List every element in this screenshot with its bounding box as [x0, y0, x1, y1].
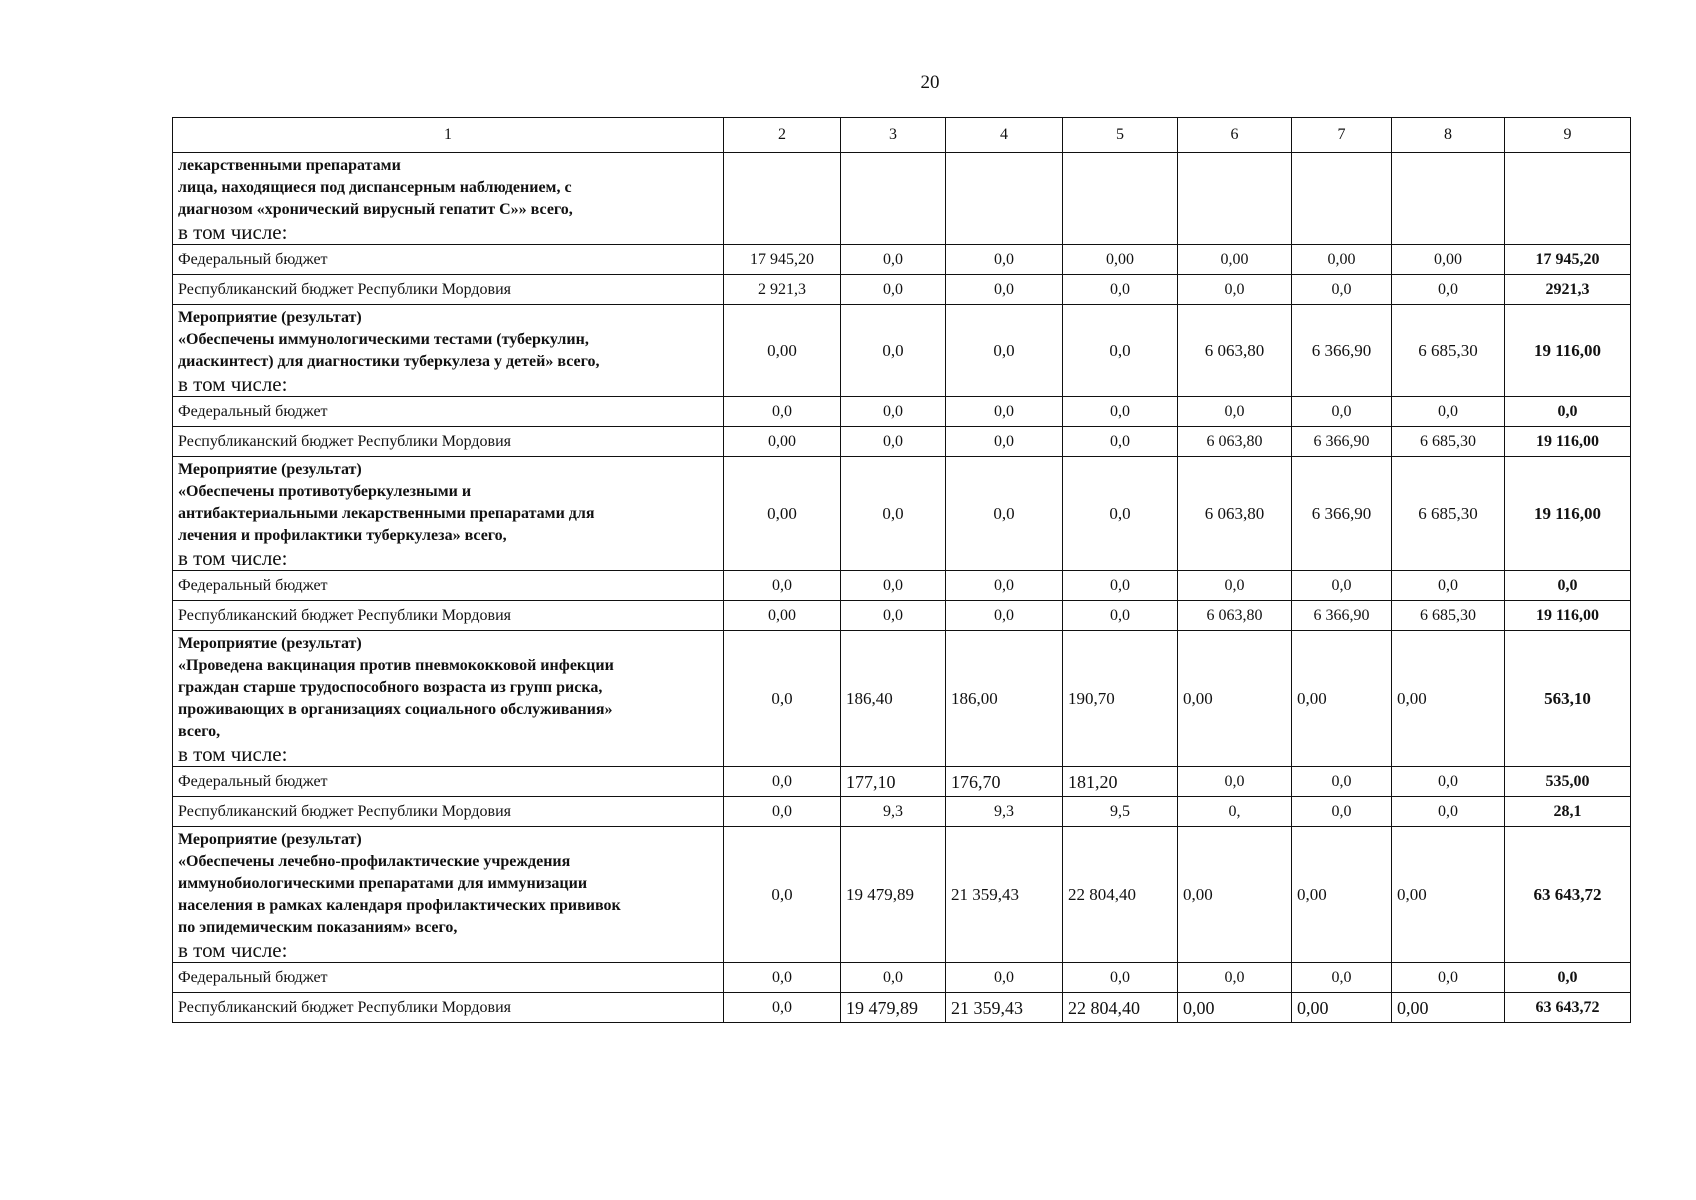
page-number: 20	[920, 72, 940, 93]
description-line: «Обеспечены иммунологическими тестами (туберкулин,	[178, 330, 589, 348]
value-cell: 21 359,43	[946, 827, 1063, 963]
republic-budget-value-cell: 2 921,3	[724, 275, 841, 305]
federal-budget-value-cell: 0,0	[724, 963, 841, 993]
value-cell	[1292, 153, 1392, 245]
value-cell	[1178, 153, 1292, 245]
republic-budget-row	[173, 427, 1631, 457]
republic-budget-label: Республиканский бюджет Республики Мордовия	[173, 601, 724, 631]
federal-budget-value-cell: 0,0	[1178, 397, 1292, 427]
federal-budget-row	[173, 963, 1631, 993]
value-cell: 6 063,80	[1178, 305, 1292, 397]
federal-budget-value-cell: 0,0	[1392, 397, 1505, 427]
republic-budget-row	[173, 275, 1631, 305]
value-cell: 186,00	[946, 631, 1063, 767]
republic-budget-total-cell: 19 116,00	[1505, 601, 1631, 631]
measure-description	[173, 305, 724, 397]
federal-budget-value-cell: 0,0	[841, 245, 946, 275]
federal-budget-value-cell: 0,0	[946, 571, 1063, 601]
value-cell: 0,0	[946, 305, 1063, 397]
table-body	[173, 118, 1631, 1023]
federal-budget-total-cell: 17 945,20	[1505, 245, 1631, 275]
value-cell: 0,00	[1292, 631, 1392, 767]
republic-budget-value-cell: 0,0	[1063, 275, 1178, 305]
federal-budget-value-cell: 0,0	[1292, 397, 1392, 427]
measure-row	[173, 153, 1631, 245]
col-header-1: 1	[173, 118, 724, 153]
header-row	[173, 118, 1631, 153]
measure-description	[173, 827, 724, 963]
republic-budget-total-cell: 19 116,00	[1505, 427, 1631, 457]
description-line: «Обеспечены лечебно-профилактические учреждения	[178, 852, 571, 870]
value-cell: 0,0	[1063, 305, 1178, 397]
value-cell: 0,00	[1292, 827, 1392, 963]
value-cell: 0,0	[946, 457, 1063, 571]
value-cell: 0,00	[1392, 631, 1505, 767]
federal-budget-value-cell: 0,0	[1063, 963, 1178, 993]
measure-row	[173, 631, 1631, 767]
description-line: Мероприятие (результат)	[178, 830, 362, 848]
federal-budget-value-cell: 0,0	[1292, 571, 1392, 601]
republic-budget-value-cell: 0,0	[1178, 275, 1292, 305]
republic-budget-value-cell: 0,0	[841, 275, 946, 305]
republic-budget-total-cell: 63 643,72	[1505, 993, 1631, 1023]
republic-budget-label: Республиканский бюджет Республики Мордовия	[173, 427, 724, 457]
federal-budget-row	[173, 571, 1631, 601]
description-line: «Проведена вакцинация против пневмококковой инфекции	[178, 656, 614, 674]
value-cell: 6 366,90	[1292, 457, 1392, 571]
federal-budget-value-cell: 0,00	[1292, 245, 1392, 275]
value-cell: 22 804,40	[1063, 827, 1178, 963]
description-line: населения в рамках календаря профилактических прививок	[178, 896, 621, 914]
federal-budget-value-cell: 0,0	[946, 245, 1063, 275]
federal-budget-value-cell: 0,0	[841, 571, 946, 601]
republic-budget-value-cell: 0,00	[724, 601, 841, 631]
republic-budget-label: Республиканский бюджет Республики Мордовия	[173, 797, 724, 827]
description-line: по эпидемическим показаниям» всего,	[178, 918, 458, 936]
including-label: в том числе:	[178, 545, 288, 570]
col-header-7: 7	[1292, 118, 1392, 153]
federal-budget-value-cell: 0,00	[1063, 245, 1178, 275]
description-line: диагнозом «хронический вирусный гепатит С»» всего,	[178, 200, 573, 218]
republic-budget-value-cell: 0,00	[1292, 993, 1392, 1023]
total-value-cell: 63 643,72	[1505, 827, 1631, 963]
value-cell: 0,0	[724, 631, 841, 767]
federal-budget-value-cell: 0,0	[946, 963, 1063, 993]
budget-table	[172, 117, 1631, 1023]
description-line: Мероприятие (результат)	[178, 634, 362, 652]
federal-budget-value-cell: 181,20	[1063, 767, 1178, 797]
including-label: в том числе:	[178, 371, 288, 396]
republic-budget-value-cell: 0,0	[841, 601, 946, 631]
federal-budget-value-cell: 0,0	[1063, 397, 1178, 427]
col-header-9: 9	[1505, 118, 1631, 153]
value-cell: 0,0	[841, 457, 946, 571]
federal-budget-total-cell: 0,0	[1505, 963, 1631, 993]
value-cell: 190,70	[1063, 631, 1178, 767]
federal-budget-value-cell: 0,0	[1292, 767, 1392, 797]
republic-budget-value-cell: 6 366,90	[1292, 427, 1392, 457]
republic-budget-value-cell: 0,00	[1392, 993, 1505, 1023]
description-line: всего,	[178, 722, 221, 740]
republic-budget-value-cell: 0,0	[1063, 601, 1178, 631]
col-header-3: 3	[841, 118, 946, 153]
description-line: граждан старше трудоспособного возраста из групп риска,	[178, 678, 603, 696]
federal-budget-label: Федеральный бюджет	[173, 767, 724, 797]
federal-budget-value-cell: 0,0	[1392, 963, 1505, 993]
federal-budget-value-cell: 0,0	[1292, 963, 1392, 993]
federal-budget-label: Федеральный бюджет	[173, 245, 724, 275]
measure-description	[173, 631, 724, 767]
description-line: лекарственными препаратами	[178, 156, 401, 174]
measure-description	[173, 153, 724, 245]
federal-budget-value-cell: 17 945,20	[724, 245, 841, 275]
description-line: лечения и профилактики туберкулеза» всего,	[178, 526, 507, 544]
federal-budget-value-cell: 0,0	[1392, 571, 1505, 601]
federal-budget-value-cell: 177,10	[841, 767, 946, 797]
value-cell: 0,00	[1178, 631, 1292, 767]
description-line: антибактериальными лекарственными препаратами для	[178, 504, 595, 522]
federal-budget-row	[173, 245, 1631, 275]
including-label: в том числе:	[178, 937, 288, 962]
republic-budget-row	[173, 797, 1631, 827]
value-cell	[724, 153, 841, 245]
measure-description	[173, 457, 724, 571]
description-line: лица, находящиеся под диспансерным наблюдением, с	[178, 178, 572, 196]
value-cell: 6 063,80	[1178, 457, 1292, 571]
federal-budget-value-cell: 0,0	[1178, 963, 1292, 993]
value-cell: 0,0	[724, 827, 841, 963]
republic-budget-value-cell: 0,0	[841, 427, 946, 457]
federal-budget-label: Федеральный бюджет	[173, 397, 724, 427]
republic-budget-value-cell: 0,0	[946, 275, 1063, 305]
total-value-cell: 19 116,00	[1505, 457, 1631, 571]
measure-row	[173, 827, 1631, 963]
republic-budget-value-cell: 6 366,90	[1292, 601, 1392, 631]
federal-budget-value-cell: 0,0	[724, 571, 841, 601]
value-cell: 6 685,30	[1392, 457, 1505, 571]
republic-budget-value-cell: 22 804,40	[1063, 993, 1178, 1023]
description-line: диаскинтест) для диагностики туберкулеза у детей» всего,	[178, 352, 600, 370]
republic-budget-value-cell: 0,0	[946, 601, 1063, 631]
description-line: иммунобиологическими препаратами для иммунизации	[178, 874, 588, 892]
measure-row	[173, 305, 1631, 397]
col-header-8: 8	[1392, 118, 1505, 153]
measure-row	[173, 457, 1631, 571]
value-cell	[1063, 153, 1178, 245]
value-cell: 0,00	[1178, 827, 1292, 963]
federal-budget-value-cell: 0,0	[1178, 767, 1292, 797]
republic-budget-value-cell: 6 063,80	[1178, 427, 1292, 457]
federal-budget-total-cell: 0,0	[1505, 397, 1631, 427]
total-value-cell: 19 116,00	[1505, 305, 1631, 397]
republic-budget-value-cell: 0,0	[1292, 275, 1392, 305]
value-cell: 6 685,30	[1392, 305, 1505, 397]
value-cell	[946, 153, 1063, 245]
col-header-2: 2	[724, 118, 841, 153]
federal-budget-label: Федеральный бюджет	[173, 571, 724, 601]
republic-budget-value-cell: 0,00	[724, 427, 841, 457]
value-cell: 0,00	[1392, 827, 1505, 963]
republic-budget-value-cell: 6 685,30	[1392, 601, 1505, 631]
value-cell: 6 366,90	[1292, 305, 1392, 397]
republic-budget-total-cell: 28,1	[1505, 797, 1631, 827]
value-cell: 186,40	[841, 631, 946, 767]
federal-budget-label: Федеральный бюджет	[173, 963, 724, 993]
republic-budget-value-cell: 0,0	[1063, 427, 1178, 457]
republic-budget-value-cell: 9,3	[841, 797, 946, 827]
federal-budget-total-cell: 0,0	[1505, 571, 1631, 601]
including-label: в том числе:	[178, 219, 288, 244]
total-value-cell	[1505, 153, 1631, 245]
value-cell	[1392, 153, 1505, 245]
republic-budget-value-cell: 0,0	[724, 797, 841, 827]
value-cell: 0,0	[841, 305, 946, 397]
republic-budget-row	[173, 601, 1631, 631]
federal-budget-total-cell: 535,00	[1505, 767, 1631, 797]
col-header-5: 5	[1063, 118, 1178, 153]
value-cell: 0,0	[1063, 457, 1178, 571]
col-header-4: 4	[946, 118, 1063, 153]
description-line: Мероприятие (результат)	[178, 460, 362, 478]
republic-budget-value-cell: 0,0	[1392, 797, 1505, 827]
republic-budget-label: Республиканский бюджет Республики Мордовия	[173, 275, 724, 305]
federal-budget-value-cell: 0,0	[946, 397, 1063, 427]
republic-budget-value-cell: 21 359,43	[946, 993, 1063, 1023]
republic-budget-value-cell: 6 685,30	[1392, 427, 1505, 457]
federal-budget-value-cell: 0,0	[1392, 767, 1505, 797]
republic-budget-value-cell: 9,3	[946, 797, 1063, 827]
value-cell: 0,00	[724, 457, 841, 571]
federal-budget-row	[173, 767, 1631, 797]
republic-budget-row	[173, 993, 1631, 1023]
federal-budget-row	[173, 397, 1631, 427]
value-cell: 0,00	[724, 305, 841, 397]
description-line: «Обеспечены противотуберкулезными и	[178, 482, 472, 500]
including-label: в том числе:	[178, 741, 288, 766]
republic-budget-value-cell: 19 479,89	[841, 993, 946, 1023]
federal-budget-value-cell: 0,0	[841, 963, 946, 993]
value-cell	[841, 153, 946, 245]
description-line: Мероприятие (результат)	[178, 308, 362, 326]
republic-budget-value-cell: 9,5	[1063, 797, 1178, 827]
republic-budget-value-cell: 0,0	[724, 993, 841, 1023]
federal-budget-value-cell: 0,0	[724, 767, 841, 797]
federal-budget-value-cell: 0,0	[841, 397, 946, 427]
republic-budget-value-cell: 6 063,80	[1178, 601, 1292, 631]
republic-budget-value-cell: 0,0	[1392, 275, 1505, 305]
federal-budget-value-cell: 0,0	[1178, 571, 1292, 601]
republic-budget-value-cell: 0,00	[1178, 993, 1292, 1023]
republic-budget-value-cell: 0,	[1178, 797, 1292, 827]
federal-budget-value-cell: 0,00	[1178, 245, 1292, 275]
value-cell: 19 479,89	[841, 827, 946, 963]
republic-budget-label: Республиканский бюджет Республики Мордовия	[173, 993, 724, 1023]
republic-budget-total-cell: 2921,3	[1505, 275, 1631, 305]
federal-budget-value-cell: 0,00	[1392, 245, 1505, 275]
republic-budget-value-cell: 0,0	[946, 427, 1063, 457]
republic-budget-value-cell: 0,0	[1292, 797, 1392, 827]
total-value-cell: 563,10	[1505, 631, 1631, 767]
col-header-6: 6	[1178, 118, 1292, 153]
federal-budget-value-cell: 176,70	[946, 767, 1063, 797]
federal-budget-value-cell: 0,0	[724, 397, 841, 427]
description-line: проживающих в организациях социального обслуживания»	[178, 700, 613, 718]
federal-budget-value-cell: 0,0	[1063, 571, 1178, 601]
